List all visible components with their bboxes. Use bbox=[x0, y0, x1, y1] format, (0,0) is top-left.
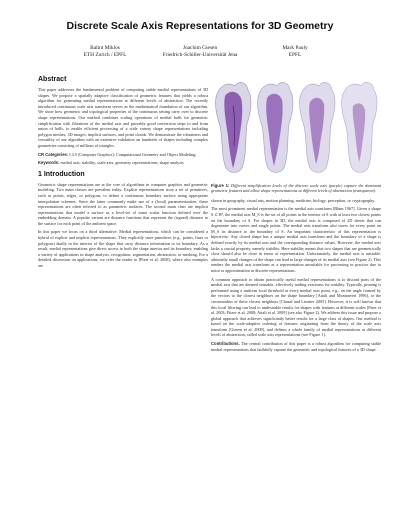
author-name: Balint Miklos bbox=[90, 45, 120, 51]
author-affiliation: ETH Zurich / EPFL bbox=[83, 52, 127, 58]
author-block bbox=[50, 45, 160, 59]
paper-title: Discrete Scale Axis Representations for 3D Geometry bbox=[66, 20, 334, 32]
author-name: Mark Pauly bbox=[282, 45, 308, 51]
shape-render-1 bbox=[216, 83, 251, 173]
figure-1 bbox=[211, 76, 381, 180]
keywords-text: medial axis, stability, scale axis, geometry representations, shape analysis bbox=[60, 160, 184, 166]
figure-1-image bbox=[211, 76, 381, 180]
author-block bbox=[240, 45, 350, 59]
author-affiliation: Friedrich-Schiller-Universität Jena bbox=[162, 52, 238, 58]
right-column bbox=[211, 76, 381, 355]
author-block bbox=[145, 45, 255, 59]
figure-label: Figure 1: bbox=[211, 183, 230, 188]
keywords bbox=[38, 160, 208, 166]
author-list bbox=[0, 45, 400, 63]
contributions-text: The central contribution of this paper is a robust algorithm for computing stable medial representations that faithfully capture the geometric and topological features of a 3D shape. bbox=[211, 341, 382, 352]
intro-paragraph-2: In this paper we focus on a third alternative: Medial representations, which can be considered a hybrid of explicit and implicit representations. They explicitly store primitives (e.g., points, lines or polygons) dually in the interior of the shape that carry distance information to its boundary. As a result, medial representations give direct access to both the shape interior and its boundary, enabling a variety of applications in shape analysis, recognition, segmentation, abstraction, or meshing. For a detailed discussion on applications, we refer the reader to [Pizer et al. 2008], where also examples are bbox=[38, 229, 208, 269]
contributions-paragraph bbox=[211, 341, 381, 352]
right-paragraph-2: A common approach to obtain practically useful medial representations is to discard parts of the medial axis that are deemed unstable, effectively trading exactness for stability. Typically, pruning is performed using a uniform local threshold at every medial axis point, e.g., on the angle formed by the vectors to the closest neighbors on the shape boundary [Attali and Montanvert 1996], or the circumradius of these closest neighbors [Chazal and Lieutier 2005]. However, it is well known that this local filtering can lead to undesirable results for shapes with features at different scales [Pizer et al. 2003; Fitzer et al. 2008; Attali et al. 2009] (see also Figure 2). We address this issue and propose a global approach that achieves significantly better results for a large class of shapes. Our method is based on the scale-adaptive ordering of features originating from the theory of the scale axis transform [Giesen et al. 2009], and defines a whole family of medial representations at different levels of abstraction, called scale axis representations (see Figure 1). bbox=[211, 276, 381, 338]
cr-categories-label: CR Categories: bbox=[38, 151, 69, 157]
right-paragraph-1: The most prominent medial representation is the medial axis transform [Blum 1967]. Given a shape S ⊂ R³, the medial axis M_S is the set of all points in the interior of S with at least two closest points on the boundary of S. For shapes in 3D, the medial axis is composed of 2D sheets that can degenerate into curves and single points. The medial axis transform also stores for every point on M_S its distance to the boundary of S. An important characteristic of this representation is bijectivity: Any closed shape has a unique medial axis transform and the boundary of a shape is defined exactly by its medial axis and the corresponding distance values. However, the medial axis lacks a crucial property, namely stability. Here stability means that two shapes that are geometrically close should also be close in terms of representation. Unfortunately, the medial axis is unstable: arbitrarily small changes of the shape can lead to large changes of its medial axis (see Figure 2). This renders the medial axis transform as a representation unsuitable for processing in practice due to noise or approximation in discrete representations. bbox=[211, 206, 381, 273]
figure-caption-text: Different simplification levels of the discrete scale axis (purple) capture the dominant geometric features and allow shape representations at different levels of abstraction (transparent). bbox=[211, 183, 381, 194]
shape-render-3 bbox=[300, 83, 335, 173]
cr-categories-text: I.3.5 [Computer Graphics]: Computational Geometry and Object Modeling; bbox=[69, 151, 197, 157]
shape-render-4 bbox=[342, 83, 377, 173]
figure-1-caption bbox=[211, 183, 381, 194]
intro-heading: 1 Introduction bbox=[38, 170, 85, 178]
author-affiliation: EPFL bbox=[288, 52, 302, 58]
right-paragraph-0: shown in geography, visual arts, motion planning, medicine, biology, perception, or cryptography. bbox=[211, 197, 376, 203]
intro-paragraph-1: Geometric shape representations are at the core of algorithms in computer graphics and geometric modeling. Two main classes are prevalent today: Explicit representations store a set of primitives, such as points, edges, or polygons, to define a continuous boundary surface using appropriate interpolation schemes. Since the latter commonly make use of a (local) parameterization, these representations are often referred to as parametric surfaces. The second main class are implicit representations that model a surface as a level-set of some scalar function defined over the embedding domain. A popular variant are distance functions that represent the (signed) distance to the surface for each point of the ambient space. bbox=[38, 181, 208, 226]
cr-categories bbox=[38, 152, 208, 158]
shape-render-2 bbox=[258, 83, 293, 173]
abstract-text: This paper addresses the fundamental problem of computing stable medial representations of 3D shapes. We propose a spatially adaptive classification of geometric features that yields a robust algorithm for generating medial representations at different levels of abstraction. The recently introduced continuous scale axis transform serves as the mathematical foundation of our algorithm. We show how geometric and topological properties of the continuous setting carry over to discrete shape representations. Our method combines scaling operations of medial balls for geometric simplification with filtrations of the medial axis and provably good conversion steps to and from union of balls, to enable efficient processing of a wide variety shape representations including polygon meshes, 3D images, implicit surfaces, and point clouds. We demonstrate the robustness and versatility of our algorithm with an extensive validation on hundreds of shapes including complex geometries consisting of millions of triangles. bbox=[38, 87, 208, 148]
contributions-label: Contributions. bbox=[211, 341, 240, 347]
keywords-label: Keywords: bbox=[38, 160, 60, 166]
author-name: Joachim Giesen bbox=[182, 45, 218, 51]
abstract-heading: Abstract bbox=[38, 76, 67, 83]
left-column bbox=[38, 76, 208, 272]
